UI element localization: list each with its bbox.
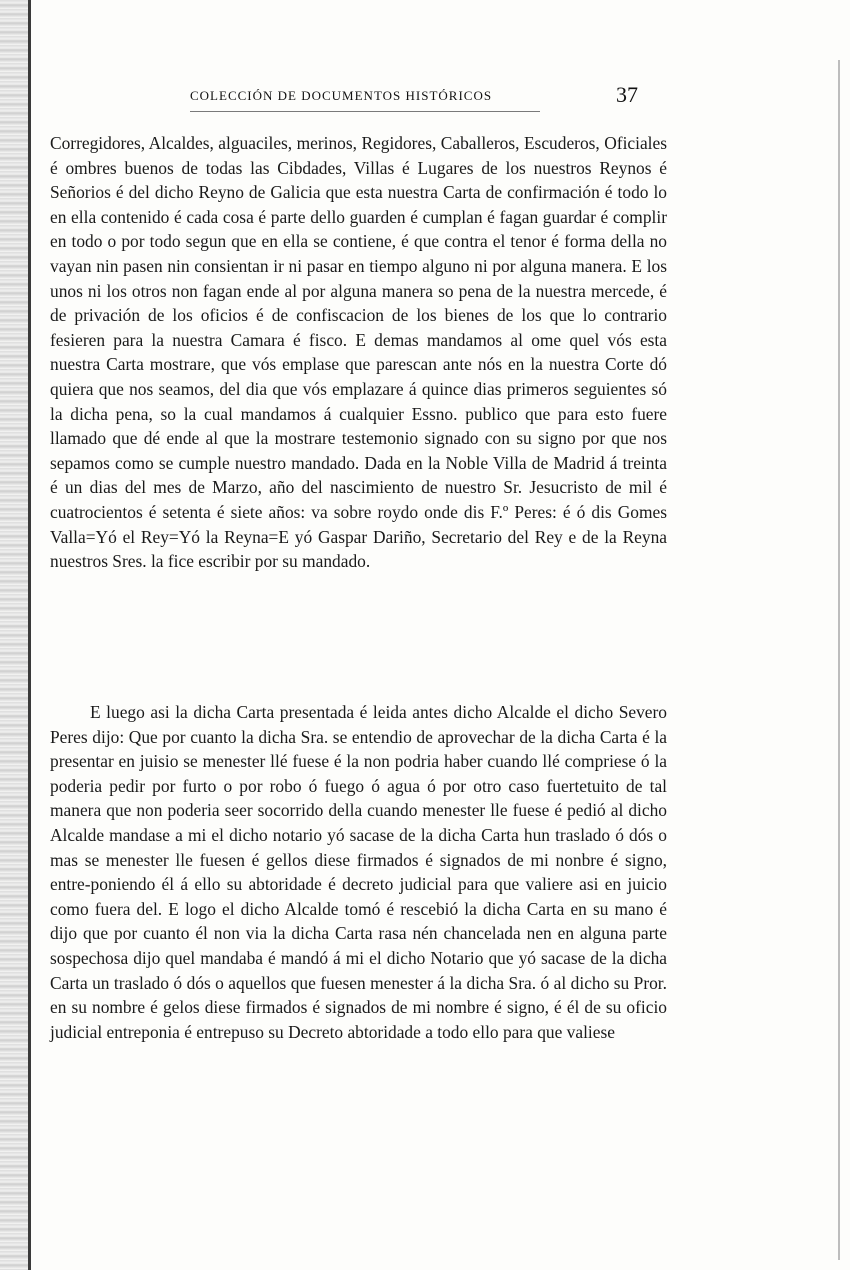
running-header-title: COLECCIÓN DE DOCUMENTOS HISTÓRICOS [190, 88, 493, 103]
header-underline [190, 111, 540, 112]
body-paragraph-1: Corregidores, Alcaldes, alguaciles, merinos, Regidores, Caballeros, Escuderos, Oficiales é ombres buenos de todas las Cibdades, Villas é Lugares de los nuestros Reynos é Señorios é del dicho Reyno de Galicia que esta nuestra Carta de confirmación é todo lo en ella contenido é cada cosa é parte dello guarden é cumplan é fagan guardar é complir en todo o por todo segun que en ella se contiene, é que contra el tenor é forma della no vayan nin pasen nin consientan ir ni pasar en tiempo alguno ni por alguna manera. E los unos ni los otros non fagan ende al por alguna manera so pena de la nuestra mercede, é de privación de los oficios é de confiscacion de los bienes de los que lo contrario fesieren para la nuestra Camara é fisco. E demas mandamos al ome quel vós esta nuestra Carta mostrare, que vós emplase que parescan ante nós en la nuestra Corte dó quiera que nos seamos, del dia que vós emplazare á quince dias primeros seguientes só la dicha pena, so la cual mandamos á cualquier Essno. publico que para esto fuere llamado que dé ende al que la mostrare testemonio signado con su signo por que nos sepamos como se cumple nuestro mandado. Dada en la Noble Villa de Madrid á treinta é un dias del mes de Marzo, año del nascimiento de nuestro Sr. Jesucristo de mil é cuatrocientos é setenta é siete años: va sobre roydo onde dis F.º Peres: é ó dis Gomes Valla=Yó el Rey=Yó la Reyna=E yó Gaspar Dariño, Secretario del Rey e de la Reyna nuestros Sres. la fice escribir por su mandado. [50, 133, 667, 572]
binding-gutter-line [28, 0, 31, 1270]
page-binding-edge [0, 0, 30, 1270]
body-paragraph-2: E luego asi la dicha Carta presentada é leida antes dicho Alcalde el dicho Severo Peres dijo: Que por cuanto la dicha Sra. se entendio de aprovechar de la dicha Carta é la presentar en juisio se menester llé fuese é la non podria haber cuando llé compriese ó la poderia pedir por furto o por robo ó fuego ó agua ó por otro caso fuertetuito de tal manera que non poderia seer socorrido della cuando menester lle fuese é pedió al dicho Alcalde mandase a mi el dicho notario yó sacase de la dicha Carta hun traslado ó dós o mas se menester lle fuesen é gellos diese firmados é signados de mi nonbre é signo, entre-poniendo él á ello su abtoridade é decreto judicial para que valiere asi en juicio como fuera del. E logo el dicho Alcalde tomó é rescebió la dicha Carta en su mano é dijo que por cuanto él non via la dicha Carta rasa nén chancelada nen en alguna parte sospechosa dijo quel mandaba é mandó á mi el dicho Notario que yó sacase de la dicha Carta un traslado ó dós o aquellos que fuesen menester á la dicha Sra. ó al dicho su Pror. en su nombre é gelos diese firmados é signados de mi nombre é signo, é él de su oficio judicial entreponia é entrepuso su Decreto abtoridade a todo ello para que valiese [50, 702, 667, 1042]
right-margin-line [838, 60, 840, 1260]
page-number: 37 [616, 82, 638, 107]
